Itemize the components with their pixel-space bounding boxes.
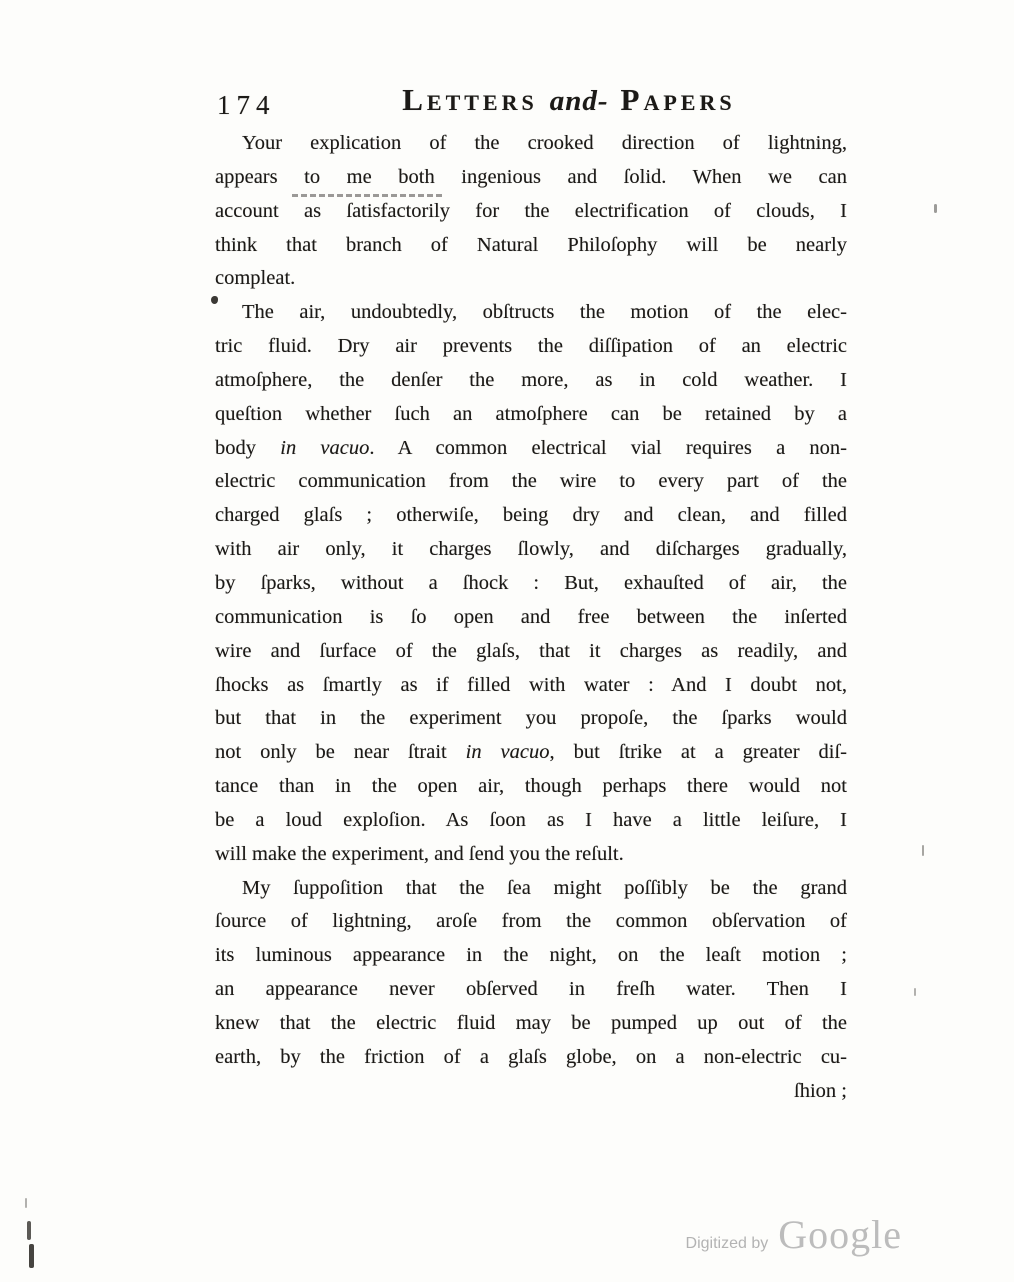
text-segment: earth, by the friction of a glaſs globe, on a non-electric cu-	[215, 1045, 847, 1068]
text-segment: electric communication from the wire to every part of the	[215, 470, 847, 493]
text-line	[215, 702, 847, 736]
text-line	[215, 770, 847, 804]
text-line	[215, 905, 847, 939]
text-line	[215, 499, 847, 533]
text-line	[215, 465, 847, 499]
ink-blot	[211, 296, 218, 304]
running-title-letters: Letters	[402, 82, 538, 117]
text-segment: tric fluid. Dry air prevents the diſſipation of an electric	[215, 335, 847, 358]
scan-smudge	[292, 194, 442, 197]
page-number: 174	[217, 90, 276, 120]
text-line	[215, 127, 847, 161]
text-line	[215, 330, 847, 364]
text-line	[215, 533, 847, 567]
footer-watermark	[686, 1211, 902, 1258]
text-line	[215, 838, 847, 872]
text-segment: but that in the experiment you propoſe, the ſparks would	[215, 707, 847, 730]
text-line	[215, 195, 847, 229]
text-line	[215, 669, 847, 703]
text-segment: queſtion whether ſuch an atmoſphere can be retained by a	[215, 402, 847, 425]
text-segment: My ſuppoſition that the ſea might poſſibly be the grand	[242, 876, 847, 899]
text-segment: with air only, it charges ſlowly, and diſcharges gradually,	[215, 538, 847, 561]
scan-speck	[914, 988, 916, 996]
binding-mark	[27, 1221, 31, 1240]
text-segment: ſource of lightning, aroſe from the common obſervation of	[215, 910, 847, 933]
text-segment: . A common electrical vial requires a non-	[369, 436, 848, 459]
text-segment: body	[215, 436, 281, 459]
text-segment: its luminous appearance in the night, on the leaſt motion ;	[215, 944, 847, 967]
text-line	[215, 229, 847, 263]
text-line	[215, 804, 847, 838]
text-line	[215, 872, 847, 906]
scan-speck	[922, 845, 924, 856]
paragraph	[215, 296, 847, 871]
text-line	[215, 398, 847, 432]
page-header	[215, 82, 847, 124]
text-segment: knew that the electric fluid may be pumped up out of the	[215, 1011, 847, 1034]
text-segment: The air, undoubtedly, obſtructs the motion of the elec-	[242, 301, 847, 324]
text-line	[215, 296, 847, 330]
paragraph	[215, 127, 847, 296]
text-line	[215, 364, 847, 398]
text-segment: think that branch of Natural Philoſophy will be nearly	[215, 233, 847, 256]
text-segment: by ſparks, without a ſhock : But, exhauſted of air, the	[215, 571, 847, 594]
text-segment: account as ſatisfactorily for the electrification of clouds, I	[215, 199, 847, 222]
italic-text: in vacuo	[465, 741, 550, 764]
digitized-by-label: Digitized by	[685, 1235, 769, 1252]
running-title-and: and-	[549, 85, 609, 117]
text-segment: , but ſtrike at a greater diſ-	[549, 741, 847, 764]
text-line	[215, 973, 847, 1007]
binding-mark	[29, 1244, 34, 1268]
text-block	[215, 127, 847, 1108]
text-segment: will make the experiment, and ſend you the reſult.	[215, 842, 624, 865]
text-line	[215, 601, 847, 635]
text-line	[215, 161, 847, 195]
running-title-papers: Papers	[620, 82, 736, 117]
text-line	[215, 736, 847, 770]
text-line	[215, 262, 847, 296]
google-logo: Google	[778, 1212, 902, 1257]
scan-speck	[934, 204, 937, 213]
text-line	[215, 939, 847, 973]
text-segment: communication is ſo open and free between the inſerted	[215, 605, 847, 628]
text-line	[215, 1041, 847, 1075]
text-line	[215, 432, 847, 466]
text-segment: an appearance never obſerved in freſh water. Then I	[215, 978, 847, 1001]
text-line	[215, 635, 847, 669]
text-segment: be a loud exploſion. As ſoon as I have a little leiſure, I	[215, 808, 847, 831]
text-segment: tance than in the open air, though perhaps there would not	[215, 775, 847, 798]
text-segment: compleat.	[215, 267, 296, 290]
text-line	[215, 1007, 847, 1041]
text-segment: appears to me both ingenious and ſolid. When we can	[215, 165, 847, 188]
text-segment: ſhion ;	[794, 1079, 847, 1102]
paragraph	[215, 872, 847, 1109]
text-line	[215, 567, 847, 601]
running-title	[402, 82, 735, 118]
italic-text: in vacuo	[280, 436, 370, 459]
text-segment: not only be near ſtrait	[215, 741, 466, 764]
catchword	[215, 1075, 847, 1109]
text-segment: charged glaſs ; otherwiſe, being dry and clean, and filled	[215, 504, 847, 527]
binding-mark	[25, 1198, 27, 1208]
text-segment: Your explication of the crooked direction of lightning,	[242, 132, 847, 154]
text-segment: wire and ſurface of the glaſs, that it charges as readily, and	[215, 639, 847, 662]
text-segment: ſhocks as ſmartly as if filled with water : And I doubt not,	[215, 673, 847, 696]
text-segment: atmoſphere, the denſer the more, as in cold weather. I	[215, 368, 847, 391]
